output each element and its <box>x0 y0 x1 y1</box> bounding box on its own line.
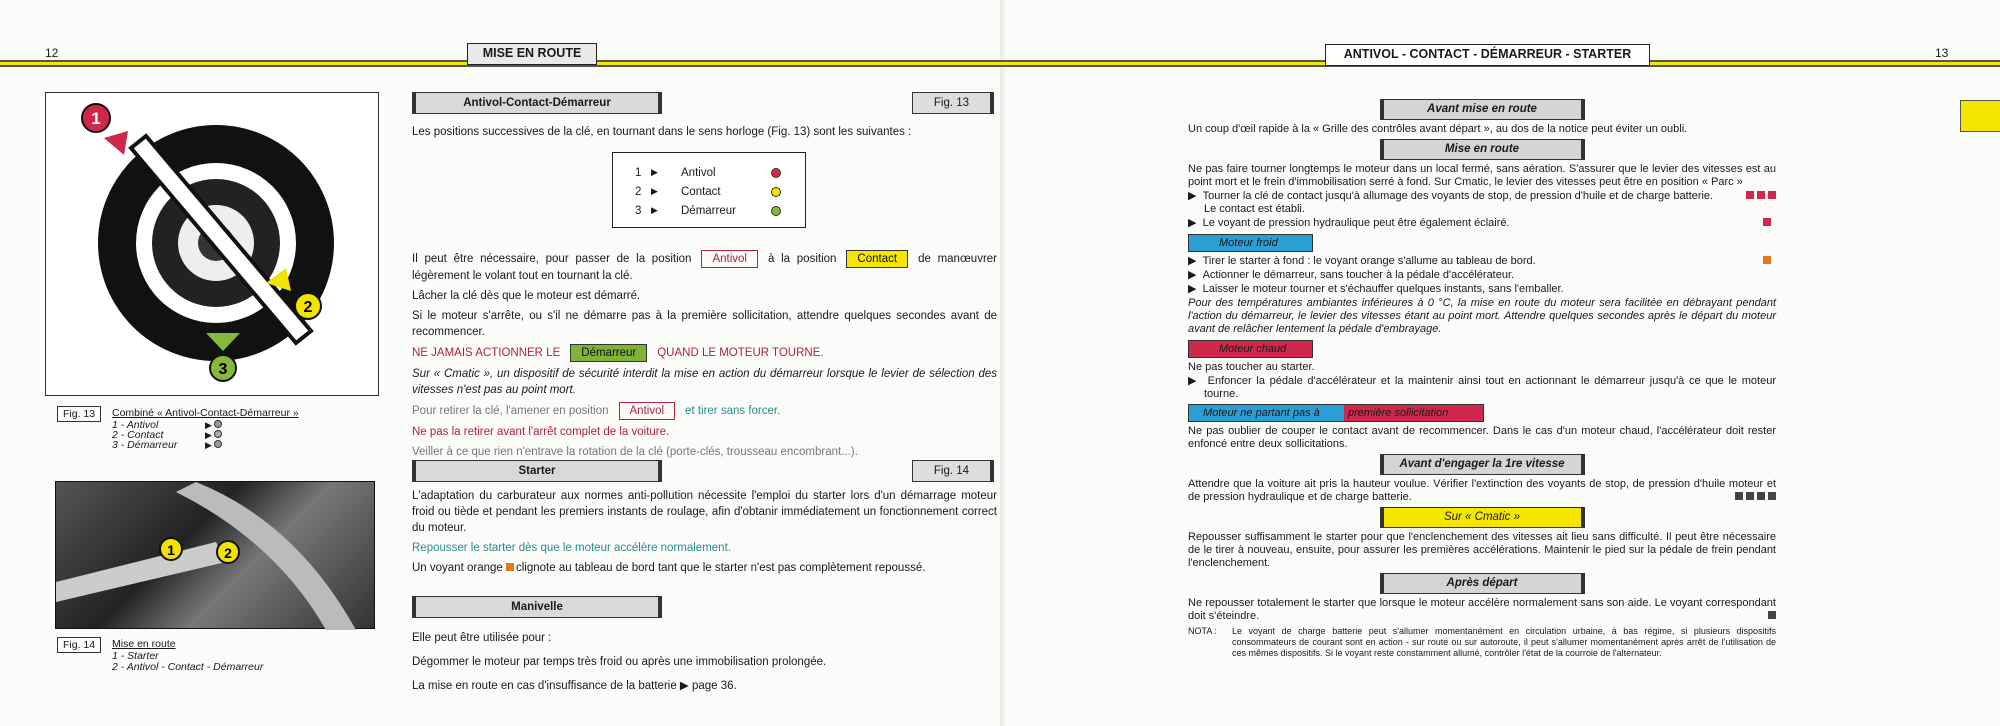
legend-row: 1 ▶ Antivol <box>635 163 805 182</box>
section2-body: L'adaptation du carburateur aux normes anti-pollution nécessite l'emploi du starter lors d'un démarrage moteur froid ou tiède et pendant les premiers instants de roulage, afin d'obtanir immédiatement un fonctionnement correct du moteur. Repousser le starter dès que le moteur accélère normalement. Un voyant orange clignote au tableau de bord tant que le starter n'est pas complètement repoussé. <box>412 490 997 574</box>
antivol-tag: Antivol <box>619 402 676 420</box>
badge-1: 1 <box>167 542 175 558</box>
fig-14-item: 2 - Antivol - Contact - Démarreur <box>112 661 264 673</box>
key-positions-legend <box>612 152 806 228</box>
green-dot-icon <box>771 206 781 216</box>
badge-2: 2 <box>224 545 232 561</box>
fig-13-label: Fig. 13 <box>57 406 101 422</box>
badge-1: 1 <box>91 109 101 128</box>
fig-13-caption-title: Combiné « Antivol-Contact-Démarreur » <box>112 407 299 419</box>
fig-14-label: Fig. 14 <box>57 637 101 653</box>
page-reference-link[interactable]: page 36. <box>691 680 737 692</box>
badge-3: 3 <box>218 361 228 378</box>
dashboard-photo <box>56 482 376 630</box>
figure-14-photo <box>55 481 375 629</box>
section1-intro: Les positions successives de la clé, en tournant dans le sens horloge (Fig. 13) sont les suivantes : <box>412 126 912 138</box>
yellow-dot-icon <box>771 187 781 197</box>
heading-avant-engager: Avant d'engager la 1re vitesse <box>1380 454 1585 475</box>
heading-apres-depart: Après départ <box>1380 573 1585 594</box>
figure-13-caption: Fig. 13 Combiné « Antivol-Contact-Démarreur » 1 - Antivol 2 - Contact 3 - Démarreur ▶ ▶ ▶ <box>57 406 387 422</box>
section-heading-starter: Starter <box>412 460 662 482</box>
fig-14-item: 1 - Starter <box>112 650 159 662</box>
right-page-body: Avant mise en route Un coup d'œil rapide à la « Grille des contrôles avant départ », au dos de la notice peut éviter un oubli. Mise en route Ne pas faire tourner longtemps le moteur dans un local fermé, sans aération. S'assurer que le levier des vitesses est au point mort et le frein d'immobilisation serré à fond. Sur Cmatic, le levier des vitesses peut être en position « Parc » ▶ Tourner la clé de contact jusqu'à allumage des voyants de stop, de pression d'huile et de charge batterie. Le contact est établi. ▶ Le voyant de pression hydraulique peut être également éclairé. Moteur froid ▶ Tirer le starter à fond : le voyant orange s'allume au tableau de bord. ▶ Actionner le démarreur, sans toucher à la pédale d'accélérateur. ▶ Laisser le moteur tourner et s'échauffer quelques instants, sans l'emballer. Pour des températures ambiantes inférieures à 0 °C, la mise en route du moteur sera facilitée en débrayant pendant l'action du démarreur, le levier des vitesses étant au point mort. Attendre quelques secondes après le départ du moteur avant de relâcher lentement la pédale d'embrayage. Moteur chaud Ne pas toucher au starter. ▶ Enfoncer la pédale d'accélérateur et la maintenir ainsi tout en actionnant le démarreur jusqu'à ce que le moteur tourne. Moteur ne partant pas à première sollicitation Ne pas oublier de couper le contact avant de recommencer. Dans le cas d'un moteur chaud, l'accélérateur doit rester enfoncé entre deux sollicitations. Avant d'engager la 1re vitesse Attendre que la voiture ait pris la hauteur voulue. Vérifier l'extinction des voyants de stop, de pression d'huile moteur et de pression hydraulique et de charge batterie. Sur « Cmatic » Repousser suffisamment le starter pour que l'enclenchement des vitesses ait lieu sans difficulté. Il peut être nécessaire de le tirer à nouveau, ensuite, pour assurer les premières accélérations. Maintenir le pied sur la pédale de frein pendant l'enclenchement. Après départ Ne repousser totalement le starter que lorsque le moteur accélère normalement sans son aide. Le voyant correspondant doit s'éteindre. NOTA : Le voyant de charge batterie peut s'allumer momentanément en circulation urbaine, à bas régime, si plusieurs dispositifs consommateurs de courant sont en action - sur route ou sur autoroute, il peut s'allumer momentanément après arrêt de l'utilisation de ces mêmes dispositifs. Si le voyant reste constamment allumé, contrôler l'état de la courroie de l'alternateur. <box>1188 96 1776 659</box>
page-gutter <box>1000 0 1006 726</box>
page-header-left: MISE EN ROUTE <box>467 43 597 65</box>
header-rule <box>0 60 2000 67</box>
legend-row: 3 ▶ Démarreur <box>635 201 805 220</box>
heading-sur-cmatic: Sur « Cmatic » <box>1380 507 1585 528</box>
page-number-right: 13 <box>1935 46 1949 60</box>
orange-indicator-icon <box>506 563 514 571</box>
section1-body: Il peut être nécessaire, pour passer de la position Antivol à la position Contact de manœuvrer légèrement le volant tout en tournant la clé. Lâcher la clé dès que le moteur est démarré. Si le moteur s'arrête, ou s'il ne démarre pas à la première sollicitation, attendre quelques secondes avant de recommencer. NE JAMAIS ACTIONNER LE Démarreur QUAND LE MOTEUR TOURNE. Sur « Cmatic », un dispositif de sécurité interdit la mise en action du démarreur lorsque le levier de sélection des vitesses n'est pas au point mort. Pour retirer la clé, l'amener en position Antivol et tirer sans forcer. Ne pas la retirer avant l'arrêt complet de la voiture. Veiller à ce que rien n'entrave la rotation de la clé (porte-clés, trousseau encombrant...). <box>412 250 997 464</box>
legend-row: 2 ▶ Contact <box>635 182 805 201</box>
heading-avant-mise-en-route: Avant mise en route <box>1380 99 1585 120</box>
fig-13-item: 1 - Antivol <box>112 419 159 431</box>
page-number-left: 12 <box>45 46 59 60</box>
fig-14-caption-title: Mise en route <box>112 638 176 650</box>
page-header-right: ANTIVOL - CONTACT - DÉMARREUR - STARTER <box>1325 44 1650 66</box>
ignition-key-drawing <box>46 93 378 395</box>
figure-13-illustration <box>45 92 379 396</box>
figure-14-caption <box>57 637 387 673</box>
fig-13-tag: Fig. 13 <box>912 92 994 114</box>
fig-13-item: 3 - Démarreur <box>112 439 178 451</box>
heading-moteur-froid: Moteur froid <box>1188 234 1313 252</box>
antivol-tag: Antivol <box>701 250 758 268</box>
badge-2: 2 <box>303 299 313 316</box>
section-heading-manivelle: Manivelle <box>412 596 662 618</box>
fig-13-item: 2 - Contact <box>112 429 164 441</box>
contact-tag: Contact <box>846 250 908 268</box>
red-dot-icon <box>771 168 781 178</box>
chapter-tab <box>1960 100 2000 132</box>
heading-moteur-ne-partant-pas: Moteur ne partant pas à première sollicitation <box>1188 404 1484 422</box>
demarreur-tag: Démarreur <box>570 344 647 362</box>
section3-body: Elle peut être utilisée pour : Dégommer le moteur par temps très froid ou après une immobilisation prolongée. La mise en route en cas d'insuffisance de la batterie ▶ page 36. <box>412 632 827 692</box>
nota-block: NOTA : Le voyant de charge batterie peut s'allumer momentanément en circulation urbaine, à bas régime, si plusieurs dispositifs consommateurs de courant sont en action - sur route ou sur autoroute, il peut s'allumer momentanément après arrêt de l'utilisation de ces mêmes dispositifs. Si le voyant reste constamment allumé, contrôler l'état de la courroie de l'alternateur. <box>1188 626 1776 658</box>
heading-mise-en-route: Mise en route <box>1380 139 1585 160</box>
section-heading-antivol: Antivol-Contact-Démarreur <box>412 92 662 114</box>
fig-14-tag: Fig. 14 <box>912 460 994 482</box>
heading-moteur-chaud: Moteur chaud <box>1188 340 1313 358</box>
